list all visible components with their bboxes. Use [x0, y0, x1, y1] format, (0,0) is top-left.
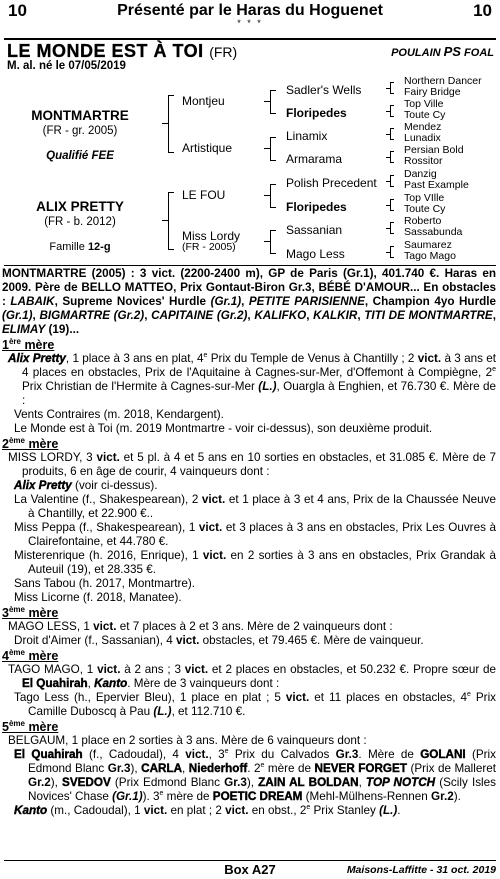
text-run: Prix du Temple de Venus à Chantilly ; 2: [207, 352, 418, 365]
pedigree-paragraph: [2, 352, 496, 408]
text-run: CARLA: [141, 762, 183, 775]
text-run: MONTMARTRE (2005) : 3 vict. (2200-2400 m), GP de Paris (Gr.1), 401.740 €. Haras en 2009. Père de BELLO MATTEO, Prix Gontaut-Biron Gr.3, BÉBÉ D'AMOUR... En obstacles :: [2, 267, 496, 308]
text-run: à 3 ans et 4 places en obstacles, Prix de l'Aquitaine à Cagnes-sur-Mer, d'Offemont à Compiègne, 2: [22, 352, 496, 379]
gen3-3: Linamix: [286, 129, 328, 143]
text-run: (L.): [153, 705, 172, 718]
pedigree-paragraph: [2, 422, 496, 436]
pedigree-paragraph: [2, 408, 496, 422]
gen3-5: Polish Precedent: [286, 176, 377, 190]
gen4-10: Past Example: [404, 179, 469, 191]
text-run: NEVER FORGET: [314, 762, 407, 775]
text-run: vict.: [96, 451, 120, 464]
gen4-9: Danzig: [404, 168, 437, 180]
section-number: 5: [2, 720, 9, 734]
gen3-4: Armarama: [286, 152, 343, 166]
text-run: obstacles, et 79.465 €. Mère de vainqueur.: [199, 634, 424, 647]
section-ordinal: ème: [8, 718, 25, 728]
text-run: vict.: [93, 620, 117, 633]
gen4-12: Toute Cy: [404, 203, 446, 215]
text-run: ,: [492, 309, 496, 322]
text-run: en obst., 2: [248, 804, 307, 817]
text-run: ). 3: [142, 790, 160, 803]
text-run: mère de: [163, 790, 213, 803]
gen3-2: Floripedes: [286, 106, 347, 120]
gen4-11: Top VIlle: [404, 192, 445, 204]
text-run: Alix Pretty: [14, 479, 72, 492]
gen4-1: Northern Dancer: [404, 75, 482, 87]
page-footer: [0, 861, 500, 879]
pedigree-paragraph: [2, 493, 496, 521]
gen4-3: Top Ville: [404, 98, 444, 110]
text-run: e: [159, 790, 164, 798]
text-run: Sans Tabou (h. 2017, Montmartre).: [14, 577, 196, 590]
birth-date: M. al. né le 07/05/2019: [7, 60, 126, 72]
section-heading: [2, 720, 496, 734]
text-run: vict.: [185, 748, 209, 761]
text-run: e: [260, 762, 265, 770]
text-run: ,: [241, 295, 249, 308]
text-run: ,: [357, 309, 365, 322]
gen4-16: Tago Mago: [404, 250, 456, 262]
text-run: et 2 places en obstacles, et 50.232 €. Propre sœur de: [208, 663, 496, 676]
text-run: ,: [144, 309, 152, 322]
text-run: (Mehl-Mülhens-Rennen: [302, 790, 432, 803]
text-run: ),: [130, 762, 142, 775]
text-run: (voir ci-dessus).: [71, 479, 158, 492]
lot-number-left: 10: [8, 1, 27, 20]
pedigree-paragraph: [2, 521, 496, 549]
gen4-8: Rossitor: [404, 155, 443, 167]
text-run: Prix Camille Duboscq à Pau: [28, 691, 497, 718]
sire-name: MONTMARTRE: [31, 108, 129, 123]
text-run: (Prix Edmond Blanc: [110, 776, 225, 789]
text-run: Gr.3: [335, 748, 359, 761]
text-run: vict.: [285, 691, 310, 704]
text-run: Gr.2: [28, 776, 51, 789]
text-run: Niederhoff: [188, 762, 248, 775]
section-number: 3: [2, 606, 9, 620]
gen3-6: Floripedes: [286, 200, 347, 214]
text-run: , et 112.710 €.: [171, 705, 246, 718]
pedigree-paragraph: [2, 734, 496, 748]
text-run: à 2 ans ; 3: [120, 663, 185, 676]
section-label: mère: [20, 338, 55, 352]
text-run: , 3: [208, 748, 225, 761]
gen4-6: Lunadix: [404, 132, 441, 144]
text-run: El Quahirah: [14, 748, 83, 761]
text-run: e: [306, 804, 311, 812]
text-run: Prix Stanley: [310, 804, 380, 817]
sire-note: Qualifié FEE: [46, 150, 114, 162]
text-run: KALIFKO: [254, 309, 307, 322]
sale-place-date: Maisons-Laffitte - 31 oct. 2019: [346, 864, 496, 876]
dam-family: Famille 12-g: [49, 241, 111, 253]
text-run: (L.): [258, 380, 277, 393]
section-ordinal: ère: [8, 336, 21, 346]
text-run: POETIC DREAM: [212, 790, 303, 803]
text-run: Miss Peppa (f., Shakespearean), 1: [14, 521, 199, 534]
text-run: Misterenrique (h. 2016, Enrique), 1: [14, 549, 203, 562]
text-run: . Mère de: [358, 748, 421, 761]
text-run: mère de: [264, 762, 315, 775]
section-label: mère: [24, 437, 59, 451]
text-run: Alix Pretty: [8, 352, 66, 365]
text-run: Gr.2: [431, 790, 454, 803]
text-run: et 11 places en obstacles, 4: [309, 691, 467, 704]
section-number: 1: [2, 338, 9, 352]
text-run: Gr.3: [224, 776, 247, 789]
text-run: (Gr.1): [2, 309, 33, 322]
text-run: vict.: [97, 663, 121, 676]
text-run: TAGO MAGO, 1: [8, 663, 98, 676]
gen4-13: Roberto: [404, 215, 442, 227]
gen2-dam-sire: LE FOU: [182, 188, 226, 202]
text-run: vict.: [417, 352, 442, 365]
gen3-7: Sassanian: [286, 223, 343, 237]
text-run: CAPITAINE (Gr.2): [151, 309, 248, 322]
gen4-7: Persian Bold: [404, 144, 464, 156]
pedigree-paragraph: [2, 479, 496, 493]
text-run: en plat ; 2: [167, 804, 226, 817]
gen4-4: Toute Cy: [404, 109, 446, 121]
section-label: mère: [24, 649, 59, 663]
pedigree-paragraph: [2, 620, 496, 634]
text-run: , 1 place à 3 ans en plat, 4: [65, 352, 204, 365]
text-run: MISS LORDY, 3: [8, 451, 97, 464]
box-number: Box A27: [224, 862, 276, 877]
pedigree-paragraph: [2, 577, 496, 591]
pedigree-paragraph: [2, 634, 496, 648]
stars-divider: * * *: [237, 18, 263, 28]
text-run: MAGO LESS, 1: [8, 620, 94, 633]
text-run: (Prix Edmond Blanc: [28, 748, 496, 775]
pedigree-chart: [0, 70, 500, 265]
text-run: Kanto: [94, 677, 128, 690]
sire-details: (FR - gr. 2005): [42, 125, 118, 137]
text-run: , Ouargla à Enghien, et 76.730 €. Mère de :: [22, 380, 496, 407]
horse-name-box: [4, 38, 496, 70]
catalogue-body: [2, 267, 496, 818]
text-run: vict.: [198, 521, 223, 534]
gen4-5: Mendez: [404, 121, 442, 133]
text-run: ),: [50, 776, 63, 789]
text-run: vict.: [202, 549, 227, 562]
text-run: KALKIR: [313, 309, 358, 322]
text-run: ,: [182, 762, 189, 775]
text-run: (Prix de Malleret: [406, 762, 497, 775]
section-number: 2: [2, 437, 9, 451]
text-run: TOP NOTCH: [366, 776, 436, 789]
section-heading: [2, 606, 496, 620]
text-run: BELGAUM, 1 place en 2 sorties à 3 ans. Mère de 6 vainqueurs dont :: [8, 734, 367, 747]
pedigree-paragraph: [2, 549, 496, 577]
section-label: mère: [24, 720, 59, 734]
text-run: ZAIN AL BOLDAN: [258, 776, 359, 789]
text-run: ,: [87, 677, 95, 690]
text-run: vict.: [201, 493, 226, 506]
bracket-sire: [168, 95, 169, 153]
text-run: ),: [246, 776, 259, 789]
text-run: ,: [247, 309, 255, 322]
dam-details: (FR - b. 2012): [44, 216, 116, 228]
text-run: PETITE PARISIENNE: [248, 295, 365, 308]
pedigree-paragraph: [2, 748, 496, 804]
text-run: Le Monde est à Toi (m. 2019 Montmartre - voir ci-dessus), son deuxième produit.: [14, 422, 433, 435]
section-ordinal: ème: [8, 647, 25, 657]
text-run: Vents Contraires (m. 2018, Kendargent).: [14, 408, 224, 421]
text-run: (Gr.1): [210, 295, 242, 308]
gen4-14: Sassabunda: [404, 226, 463, 238]
text-run: e: [466, 691, 471, 699]
text-run: et 1 place à 3 et 4 ans, Prix de la Chaussée Neuve à Chantilly, et 22.900 €..: [28, 493, 496, 520]
text-run: vict.: [184, 663, 209, 676]
text-run: en 2 sorties à 3 ans en obstacles, Prix Grandak à Auteuil (19), et 28.335 €.: [28, 549, 496, 576]
horse-name: LE MONDE EST À TOI (FR): [7, 41, 238, 61]
section-number: 4: [2, 649, 9, 663]
gen2-dam-dam-details: (FR - 2005): [182, 241, 236, 253]
text-run: (L.): [379, 804, 398, 817]
section-heading: [2, 649, 496, 663]
text-run: Droit d'Aimer (f., Sassanian), 4: [14, 634, 177, 647]
text-run: (m., Cadoudal), 1: [47, 804, 144, 817]
text-run: BIGMARTRE (Gr.2): [39, 309, 145, 322]
text-run: ,: [32, 309, 40, 322]
dam-line-sections: [2, 338, 496, 818]
gen3-8: Mago Less: [286, 247, 345, 261]
text-run: ).: [453, 790, 461, 803]
text-run: GOLANI: [420, 748, 466, 761]
section-heading: [2, 437, 496, 451]
text-run: et 3 places à 3 ans en obstacles, Prix Les Ouvres à Clairefontaine, et 44.780 €.: [28, 521, 496, 548]
text-run: . 2: [247, 762, 261, 775]
text-run: e: [203, 352, 208, 360]
text-run: . Mère de 3 vainqueurs dont :: [127, 677, 280, 690]
text-run: e: [224, 748, 229, 756]
gen2-dam-dam: Miss Lordy: [182, 229, 241, 243]
text-run: Kanto: [14, 804, 48, 817]
text-run: e: [492, 366, 496, 374]
sire-summary: [2, 267, 496, 337]
section-ordinal: ème: [8, 604, 25, 614]
section-label: mère: [24, 606, 59, 620]
text-run: La Valentine (f., Shakespearean), 2: [14, 493, 202, 506]
text-run: ,: [358, 776, 367, 789]
consignor-title: Présenté par le Haras du Hoguenet: [117, 2, 383, 19]
text-run: Prix Christian de l'Hermite à Cagnes-sur-Mer: [22, 380, 259, 393]
pedigree-paragraph: [2, 451, 496, 479]
text-run: El Quahirah: [22, 677, 88, 690]
text-run: LABAIK: [10, 295, 55, 308]
text-run: Prix du Calvados: [228, 748, 336, 761]
pedigree-paragraph: [2, 804, 496, 818]
text-run: , Supreme Novices' Hurdle: [54, 295, 211, 308]
text-run: Gr.3: [107, 762, 131, 775]
foal-label: POULAIN PS FOAL: [391, 44, 494, 59]
gen4-15: Saumarez: [404, 239, 452, 251]
text-run: TITI DE MONTMARTRE: [364, 309, 493, 322]
gen2-sire-dam: Artistique: [182, 141, 233, 155]
text-run: .: [397, 804, 401, 817]
text-run: (Scily Isles Novices' Chase: [28, 776, 496, 803]
divider-top: [4, 265, 496, 266]
text-run: vict.: [143, 804, 168, 817]
gen4-2: Fairy Bridge: [404, 86, 461, 98]
text-run: Tago Less (h., Epervier Bleu), 1 place en plat ; 5: [14, 691, 286, 704]
gen2-sire-sire: Montjeu: [182, 94, 225, 108]
text-run: (Gr.1): [112, 790, 143, 803]
lot-number-right: 10: [473, 1, 492, 20]
gen3-1: Sadler's Wells: [286, 83, 362, 97]
section-heading: [2, 338, 496, 352]
text-run: vict.: [176, 634, 200, 647]
text-run: , Champion 4yo Hurdle: [364, 295, 497, 308]
text-run: vict.: [225, 804, 249, 817]
text-run: ,: [306, 309, 314, 322]
text-run: et 7 places à 2 et 3 ans. Mère de 2 vainqueurs dont :: [116, 620, 393, 633]
dam-name: ALIX PRETTY: [36, 199, 124, 214]
text-run: (f., Cadoudal), 4: [82, 748, 186, 761]
text-run: SVEDOV: [62, 776, 111, 789]
bracket-dam: [168, 192, 169, 250]
pedigree-paragraph: [2, 663, 496, 691]
pedigree-paragraph: [2, 691, 496, 719]
text-run: (19)...: [45, 323, 80, 336]
pedigree-paragraph: [2, 591, 496, 605]
section-ordinal: ème: [8, 435, 25, 445]
text-run: ELIMAY: [2, 323, 46, 336]
text-run: Miss Licorne (f. 2018, Manatee).: [14, 591, 182, 604]
text-run: et 5 pl. à 4 et 5 ans en 10 sorties en obstacles, et 31.085 €. Mère de 7 produits, 6 en âge de courir, 4 vainqueurs dont :: [22, 451, 497, 478]
